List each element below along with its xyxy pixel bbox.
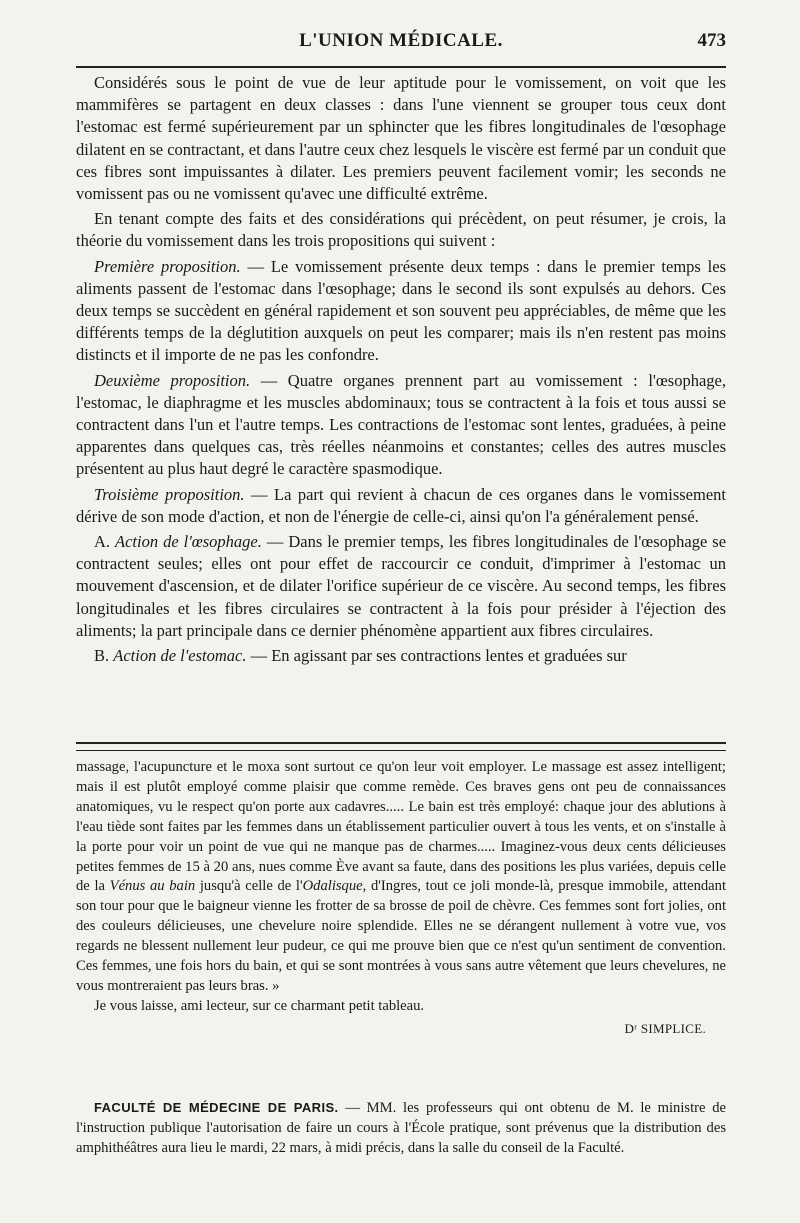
header-rule: [76, 66, 726, 68]
second-proposition-title: Deuxième proposition.: [94, 370, 251, 390]
announcement-text: — MM. les professeurs qui ont obtenu de M. le ministre de l'instruction publique l'autorisation de faire un cours à l'École pratique, sont prévenus que la distribution des amphithéâtres aura lieu le mardi, 22 mars, à midi précis, dans la salle du conseil de la Faculté.: [76, 1100, 727, 1156]
first-proposition-text: — Le vomissement présente deux temps : dans le premier temps les aliments passent de l'estomac dans l'œsophage; dans le second ils sont expulsés au dehors. Ces deux temps se succèdent en général rapidement et son souvent peu appréciables, de même que les différents temps de la déglutition auxquels on peut les comparer; mais ils n'en restent pas moins distincts et il importe de ne pas les confondre.: [76, 256, 726, 365]
paragraph-second-proposition: [76, 370, 726, 481]
signature: Dʳ SIMPLICE.: [624, 1020, 706, 1036]
paragraph-first-proposition: [76, 256, 726, 367]
announcement-heading: FACULTÉ DE MÉDECINE DE PARIS.: [94, 1100, 339, 1115]
odalisque: Odalisque: [302, 878, 363, 895]
paragraph-aptitude: Considérés sous le point de vue de leur aptitude pour le vomissement, on voit que les mammifères se partagent en deux classes : dans l'une viennent se grouper tous ceux dont l'estomac est fermé supérieurement par un sphincter que les fibres longitudinales de l'œsophage dilatent en se contractant, et dans l'autre ceux chez lesquels le viscère est fermé par un conduit que ces fibres sont impuissantes à dilater. Les premiers peuvent facilement vomir; les seconds ne vomissent pas ou ne vomissent qu'avec une difficulté extrême.: [76, 73, 726, 204]
note-text-part3: , d'Ingres, tout ce joli monde-là, presque immobile, attendant son tour pour que le baigneur vienne les frotter de sa brosse de poil de chèvre. Ces femmes sont fort jolies, ont des couleurs délicieuses, une chevelure noire splendide. Elles ne se dérangent nullement à votre vue, vos regards ne blessent nullement leur pudeur, ce qui me prouve bien que ce n'est qu'un sentiment de convention. Ces femmes, une fois hors du bain, et qui se sont montrées à vous sans autre vêtement que leurs chevelures, ne vous montreraient pas leurs bras. »: [76, 878, 727, 994]
page-number: 473: [697, 30, 726, 51]
paragraph-oesophagus: [76, 531, 726, 642]
feuilleton-note: [76, 758, 726, 1039]
section-label-b: B.: [94, 646, 110, 666]
third-proposition-text: — La part qui revient à chacun de ces organes dans le vomissement dérive de son mode d'action, et non de l'énergie de celle-ci, ainsi qu'on l'a généralement pensé.: [76, 484, 726, 526]
venus-au-bain: Vénus au bain: [109, 878, 196, 895]
second-proposition-text: — Quatre organes prennent part au vomissement : l'œsophage, l'estomac, le diaphragme et les muscles abdominaux; tous se contractent à la fois et tous aussi se contractent dans l'un et l'autre temps. Les contractions de l'estomac sont lentes, graduées, à peine apparentes dans quelques cas, très réelles néanmoins et constantes; celles des autres muscles présentent au plus haut degré le caractère spasmodique.: [76, 370, 727, 479]
closing-line: Je vous laisse, ami lecteur, sur ce charmant petit tableau.: [94, 997, 425, 1014]
main-article: [76, 72, 726, 667]
page-header: [76, 30, 726, 58]
first-proposition-title: Première proposition.: [94, 256, 241, 276]
oesophagus-title: Action de l'œsophage.: [115, 532, 262, 552]
third-proposition-title: Troisième proposition.: [94, 484, 245, 504]
feuilleton-divider: [76, 742, 726, 751]
paragraph-third-proposition: [76, 484, 726, 528]
paragraph-stomach: [76, 645, 726, 667]
oesophagus-text: — Dans le premier temps, les fibres longitudinales de l'œsophage se contractent seules; elles ont pour effet de raccourcir ce conduit, d'imprimer à l'estomac un mouvement d'ascension, et de dilater l'orifice supérieur de ce viscère. Au second temps, les fibres longitudinales et les fibres circulaires se contractent à la fois pour présider à l'éjection des aliments; la part principale dans ce dernier phénomène appartient aux fibres circulaires.: [76, 532, 727, 640]
stomach-text: — En agissant par ses contractions lentes et graduées sur: [246, 646, 627, 666]
note-text-part1: massage, l'acupuncture et le moxa sont surtout ce qu'on leur voit employer. Le massage est assez intelligent; mais il est plutôt employé comme plaisir que comme remède. Ces braves gens ont peu de connaissances anatomiques, vu le respect qu'on porte aux cadavres..... Le bain est très employé: chaque jour des ablutions à l'eau tiède sont faites par les femmes dans un établissement particulier ouvert à tous les vents, et on s'installe à la porte pour voir un point de vue qui ne manque pas de charmes..... Imaginez-vous deux cents délicieuses petites femmes de 15 à 20 ans, nues comme Ève avant sa faute, dans des positions les plus variées, depuis celle de la: [76, 759, 726, 895]
section-label-a: A.: [94, 532, 111, 552]
paragraph-summary: En tenant compte des faits et des considérations qui précèdent, on peut résumer, je crois, la théorie du vomissement dans les trois propositions qui suivent :: [76, 209, 726, 251]
announcement-paragraph: [76, 1098, 726, 1159]
note-text-part2: jusqu'à celle de l': [195, 878, 303, 895]
stomach-title: Action de l'estomac.: [113, 646, 247, 666]
faculty-announcement: [76, 1098, 726, 1159]
running-title: L'UNION MÉDICALE.: [299, 30, 503, 51]
feuilleton-paragraph: [76, 758, 726, 997]
